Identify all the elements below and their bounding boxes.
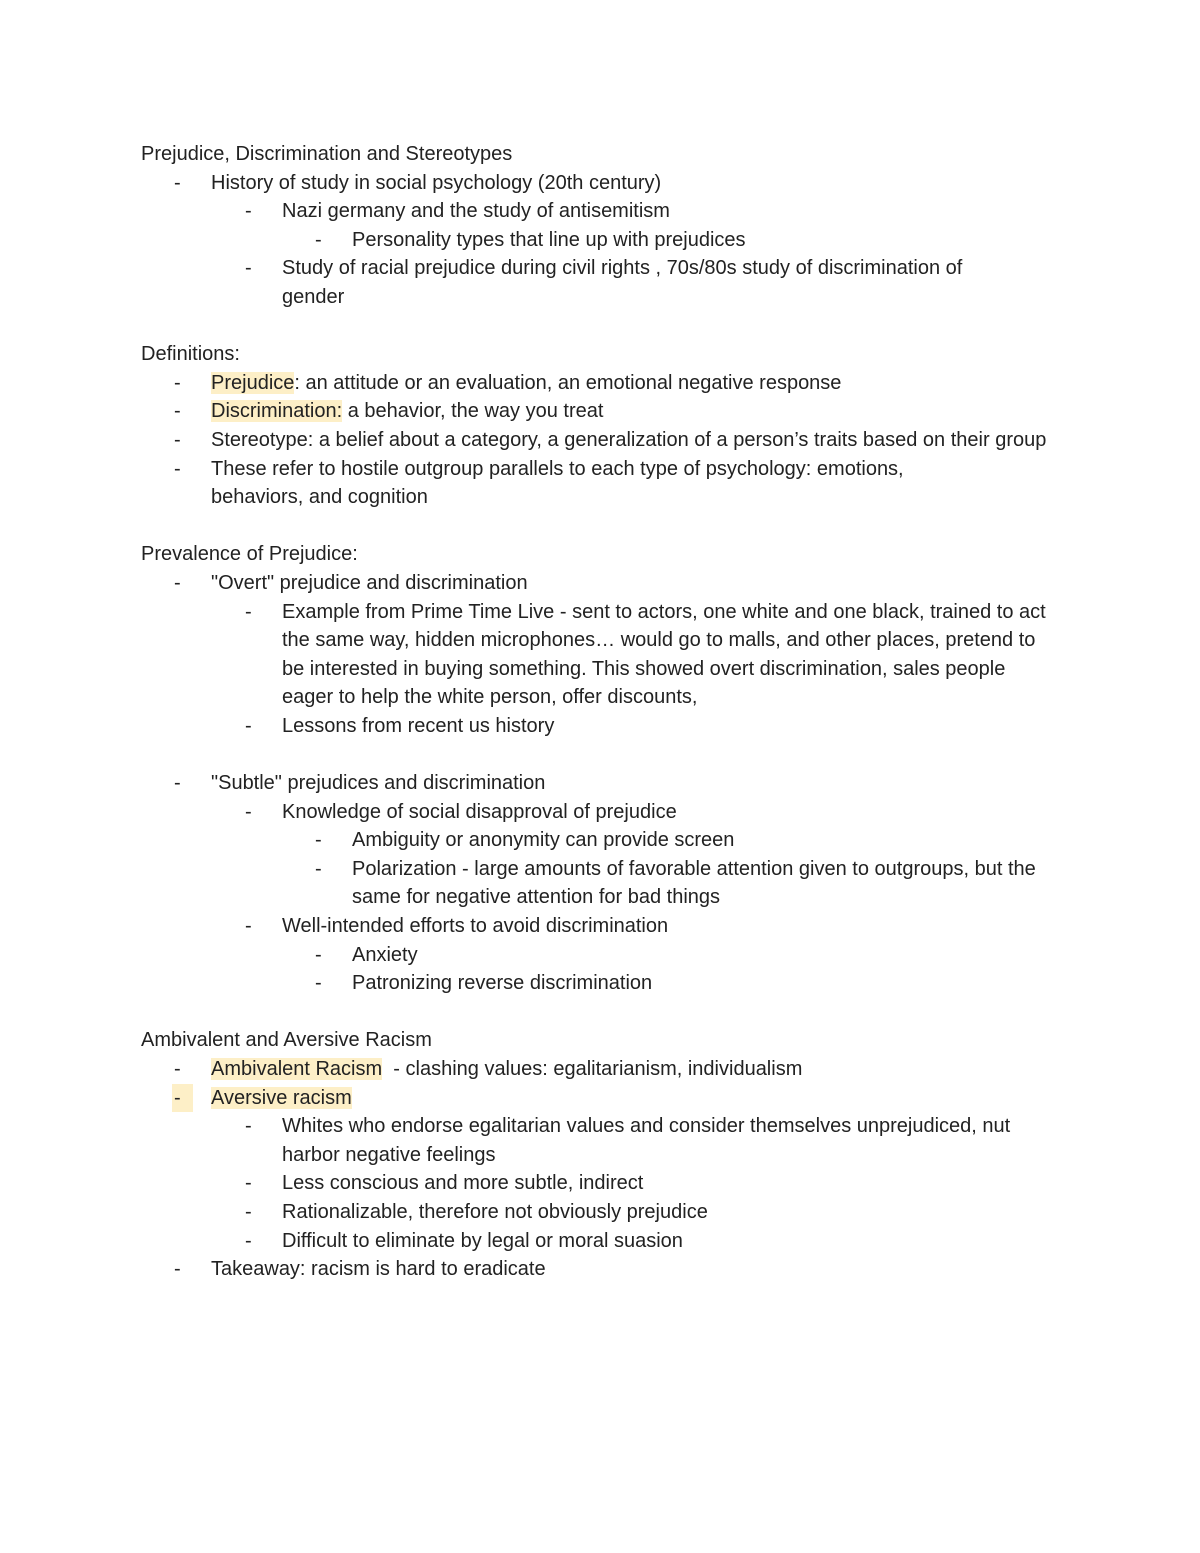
list-item: [141, 426, 1061, 455]
bullet-dash: -: [174, 400, 181, 423]
bullet-dash: -: [245, 1115, 252, 1138]
list-item: [141, 769, 1061, 798]
item-text: Knowledge of social disapproval of prejudice: [282, 800, 677, 823]
bullet-dash: -: [174, 428, 181, 451]
bullet-dash: -: [245, 714, 252, 737]
section-heading: Definitions:: [141, 343, 240, 366]
bullet-dash: -: [315, 943, 322, 966]
list-item: [141, 1055, 1061, 1084]
item-text: Patronizing reverse discrimination: [352, 972, 653, 995]
bullet-dash: -: [315, 829, 322, 852]
bullet-dash: -: [315, 228, 322, 251]
list-item: [141, 369, 1061, 398]
bullet-dash: -: [245, 600, 252, 623]
bullet-dash: -: [245, 1172, 252, 1195]
item-text: : an attitude or an evaluation, an emotional negative response: [294, 371, 842, 394]
blank-line: [141, 312, 1061, 341]
item-text: a behavior, the way you treat: [342, 400, 604, 423]
highlighted-term: Discrimination:: [211, 400, 343, 423]
bullet-dash: -: [245, 915, 252, 938]
item-text: "Overt" prejudice and discrimination: [211, 571, 528, 594]
bullet-dash: -: [174, 1058, 181, 1080]
bullet-dash: -: [245, 1200, 252, 1223]
list-item: [141, 712, 1061, 741]
bullet-dash: -: [245, 257, 252, 280]
bullet-dash: -: [174, 171, 181, 194]
list-item: [141, 1255, 1061, 1284]
bullet-dash: -: [315, 857, 322, 880]
blank-line: [141, 998, 1061, 1027]
blank-line: [141, 512, 1061, 541]
bullet-dash: -: [172, 1084, 193, 1113]
item-text: Study of racial prejudice during civil rights , 70s/80s study of discrimination of gender: [282, 257, 963, 308]
section-heading: Ambivalent and Aversive Racism: [141, 1029, 432, 1052]
item-text: Polarization - large amounts of favorable attention given to outgroups, but the same for negative attention for bad things: [352, 857, 1036, 909]
list-item: [141, 1084, 1061, 1113]
item-text: - clashing values: egalitarianism, individualism: [382, 1058, 803, 1080]
list-item: [141, 569, 1061, 598]
list-item: [141, 912, 1061, 941]
bullet-dash: -: [174, 571, 181, 594]
list-item: [141, 254, 1022, 311]
list-item: [141, 197, 1061, 226]
item-text: Less conscious and more subtle, indirect: [282, 1172, 644, 1195]
item-text: Takeaway: racism is hard to eradicate: [211, 1258, 546, 1281]
item-text: Personality types that line up with prejudices: [352, 228, 746, 251]
item-text: These refer to hostile outgroup parallels to each type of psychology: emotions, behaviors, and cognition: [211, 457, 904, 509]
bullet-dash: -: [245, 800, 252, 823]
item-text: Whites who endorse egalitarian values and consider themselves unprejudiced, nut harbor negative feelings: [282, 1115, 1011, 1166]
item-text: Well-intended efforts to avoid discrimination: [282, 915, 669, 938]
list-item: [141, 455, 971, 512]
list-item: [141, 1227, 1061, 1256]
list-item: [141, 397, 1061, 426]
list-item: [141, 1198, 1061, 1227]
section-heading: Prevalence of Prejudice:: [141, 543, 358, 566]
bullet-dash: -: [174, 772, 181, 795]
item-text: Lessons from recent us history: [282, 714, 555, 737]
bullet-dash: -: [174, 457, 181, 480]
item-text: Anxiety: [352, 943, 418, 966]
list-item: [141, 1112, 1052, 1169]
item-text: Difficult to eliminate by legal or moral suasion: [282, 1229, 683, 1252]
item-text: Ambiguity or anonymity can provide screen: [352, 829, 735, 852]
bullet-dash: -: [245, 200, 252, 223]
item-text: Rationalizable, therefore not obviously prejudice: [282, 1200, 708, 1223]
list-item: [141, 969, 1061, 998]
item-text: History of study in social psychology (20th century): [211, 171, 662, 194]
highlighted-term: Aversive racism: [211, 1086, 352, 1109]
notes-body: [141, 140, 1061, 1284]
bullet-dash: -: [245, 1229, 252, 1252]
list-item: [141, 169, 1061, 198]
item-text: "Subtle" prejudices and discrimination: [211, 772, 546, 795]
highlighted-term: Prejudice: [211, 371, 295, 394]
section-heading: Prejudice, Discrimination and Stereotypes: [141, 143, 513, 165]
bullet-dash: -: [174, 371, 181, 394]
list-item: [141, 798, 1061, 827]
list-item: [141, 855, 1062, 912]
list-item: [141, 1169, 1061, 1198]
list-item: [141, 941, 1061, 970]
highlighted-term: Ambivalent Racism: [211, 1058, 383, 1080]
item-text: Stereotype: a belief about a category, a generalization of a person’s traits based on their group: [211, 428, 1047, 451]
item-text: Nazi germany and the study of antisemitism: [282, 200, 670, 223]
list-item: [141, 226, 1061, 255]
bullet-dash: -: [174, 1258, 181, 1281]
blank-line: [141, 740, 1061, 769]
item-text: Example from Prime Time Live - sent to actors, one white and one black, trained to act the same way, hidden microphones… would go to malls, and other places, pretend to be interested in buying something. This showed overt discrimination, sales people eager to help the white person, offer discounts,: [282, 600, 1046, 709]
list-item: [141, 598, 1052, 712]
list-item: [141, 826, 1061, 855]
bullet-dash: -: [315, 972, 322, 995]
